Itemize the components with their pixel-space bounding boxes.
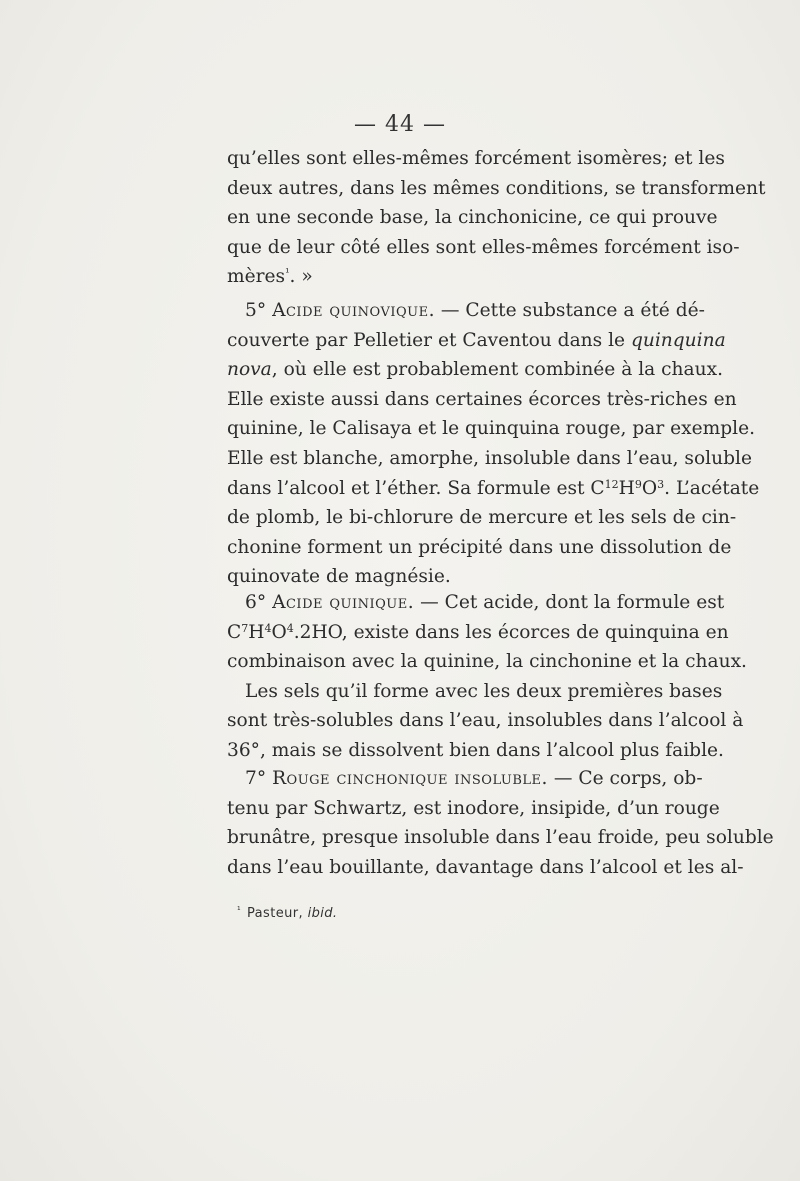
text-line: Les sels qu’il forme avec les deux premières bases bbox=[245, 680, 723, 702]
page-number: — 44 — bbox=[354, 112, 446, 137]
section-heading-line bbox=[227, 296, 705, 326]
footnote-italic: ibid. bbox=[307, 906, 338, 921]
text-fragment: — Cette substance a été dé- bbox=[435, 300, 705, 321]
text-line: brunâtre, presque insoluble dans l’eau froide, peu soluble bbox=[227, 827, 774, 849]
paragraph-intro bbox=[227, 144, 766, 292]
text-fragment: . » bbox=[289, 266, 313, 288]
text-fragment: O bbox=[641, 477, 658, 499]
formula-subscript: 4 bbox=[264, 621, 272, 635]
footnote-ref: ¹ bbox=[285, 266, 290, 280]
section-heading-line bbox=[227, 764, 703, 794]
text-line bbox=[227, 262, 677, 292]
footnote-text: Pasteur, bbox=[247, 906, 308, 921]
text-line: sont très-solubles dans l’eau, insolubles dans l’alcool à bbox=[227, 710, 744, 732]
footnote-marker: ¹ bbox=[237, 906, 242, 916]
italic-term: quinquina bbox=[630, 329, 726, 351]
text-line bbox=[227, 474, 760, 504]
formula-subscript: 7 bbox=[241, 621, 249, 635]
text-line: chonine forment un précipité dans une dissolution de bbox=[227, 536, 732, 558]
text-line: dans l’eau bouillante, davantage dans l’alcool et les al- bbox=[227, 856, 744, 878]
formula-subscript: 9 bbox=[634, 477, 642, 491]
text-line: que de leur côté elles sont elles-mêmes forcément iso- bbox=[227, 236, 740, 258]
text-fragment: O bbox=[271, 621, 287, 643]
formula-subscript: 3 bbox=[657, 477, 665, 491]
paragraph-acide-quinique bbox=[227, 588, 747, 766]
text-fragment: couverte par Pelletier et Caventou dans le bbox=[227, 329, 631, 351]
section-number: 5° bbox=[245, 300, 267, 321]
text-fragment: — Cet acide, dont la formule est bbox=[414, 592, 725, 613]
text-line bbox=[227, 355, 723, 385]
italic-term: nova bbox=[227, 359, 272, 381]
text-line: en une seconde base, la cinchonicine, ce qui prouve bbox=[227, 207, 718, 229]
text-line: de plomb, le bi-chlorure de mercure et les sels de cin- bbox=[227, 507, 737, 529]
formula-subscript: 12 bbox=[604, 477, 619, 491]
text-fragment: .2HO, existe dans les écorces de quinquina en bbox=[293, 621, 729, 643]
text-fragment: C bbox=[227, 621, 242, 643]
text-line bbox=[227, 326, 726, 356]
text-line: combinaison avec la quinine, la cinchonine et la chaux. bbox=[227, 651, 747, 673]
paragraph-acide-quinovique bbox=[227, 296, 760, 592]
formula-subscript: 4 bbox=[286, 621, 294, 635]
text-fragment: , où elle est probablement combinée à la chaux. bbox=[271, 359, 723, 381]
section-heading-line bbox=[227, 588, 725, 618]
text-fragment: H bbox=[248, 621, 265, 643]
text-line: quinine, le Calisaya et le quinquina rouge, par exemple. bbox=[227, 418, 756, 440]
section-number: 6° bbox=[245, 592, 267, 613]
text-line: quinovate de magnésie. bbox=[227, 566, 451, 588]
section-number: 7° bbox=[245, 768, 267, 789]
text-line: Elle est blanche, amorphe, insoluble dans l’eau, soluble bbox=[227, 447, 752, 469]
text-fragment: H bbox=[618, 477, 635, 499]
text-line: deux autres, dans les mêmes conditions, se transforment bbox=[227, 177, 766, 199]
section-heading: Rouge cinchonique insoluble. bbox=[272, 768, 548, 789]
text-fragment: — Ce corps, ob- bbox=[547, 768, 703, 789]
footnote bbox=[237, 906, 337, 921]
text-line: 36°, mais se dissolvent bien dans l’alcool plus faible. bbox=[227, 739, 724, 761]
text-line: tenu par Schwartz, est inodore, insipide, d’un rouge bbox=[227, 797, 720, 819]
text-fragment: dans l’alcool et l’éther. Sa formule est C bbox=[227, 477, 605, 499]
section-heading: Acide quinique. bbox=[272, 592, 415, 613]
text-line: qu’elles sont elles-mêmes forcément isomères; et les bbox=[227, 148, 725, 169]
text-fragment: . L’acétate bbox=[664, 477, 760, 499]
text-line: Elle existe aussi dans certaines écorces très-riches en bbox=[227, 388, 737, 410]
text-fragment: mères bbox=[227, 266, 286, 288]
section-heading: Acide quinovique. bbox=[272, 300, 435, 321]
paragraph-rouge-cinchonique bbox=[227, 764, 774, 882]
text-line bbox=[227, 618, 729, 648]
